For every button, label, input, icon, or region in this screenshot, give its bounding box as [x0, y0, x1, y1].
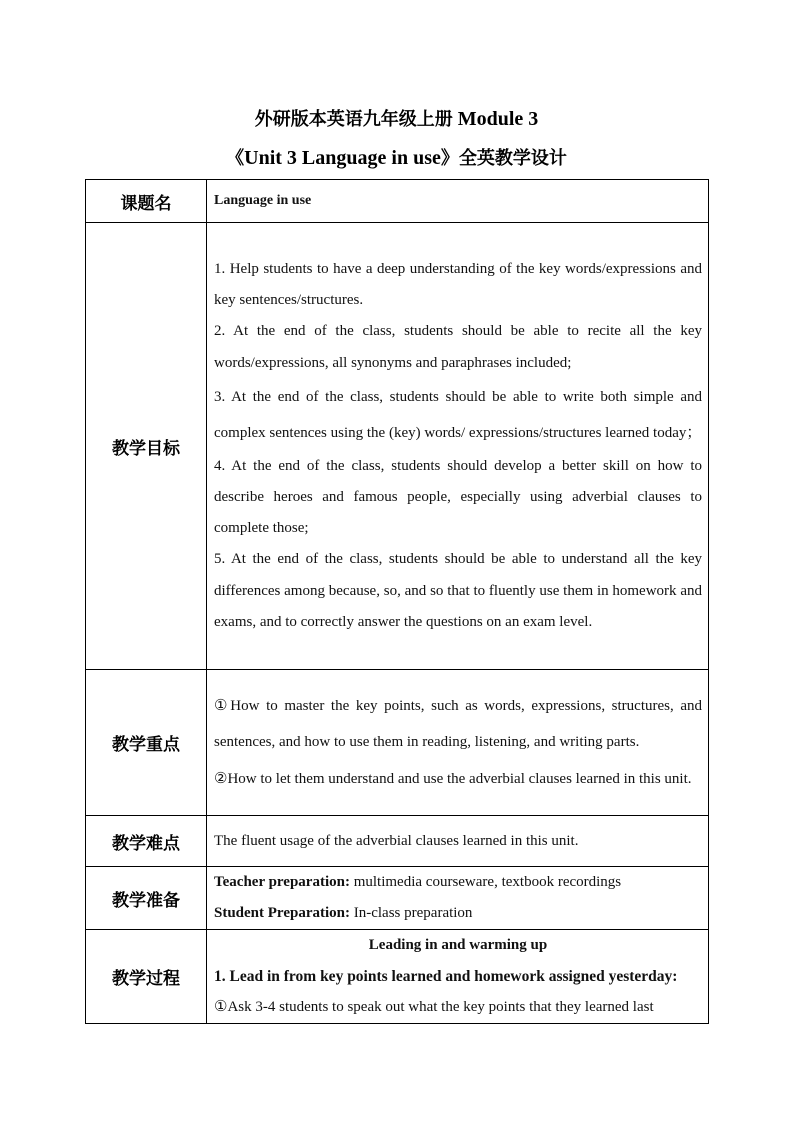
table-row-key-points [86, 670, 709, 816]
table-row-goals [86, 223, 709, 670]
table-row-difficulties [86, 816, 709, 867]
student-preparation-value: In-class preparation [349, 905, 473, 921]
key-points-content [207, 670, 709, 816]
process-step1: 1. Lead in from key points learned and homework assigned yesterday: [214, 968, 678, 985]
teacher-preparation-value: multimedia courseware, textbook recordings [349, 874, 622, 890]
teacher-preparation [214, 867, 702, 898]
table-row-preparation [86, 867, 709, 930]
goals-label: 教学目标 [86, 223, 207, 670]
key-point-item: ②How to let them understand and use the adverbial clauses learned in this unit. [214, 770, 692, 787]
title-line2-open-bracket: 《 [226, 148, 245, 169]
teacher-preparation-label: Teacher preparation: [214, 874, 350, 890]
key-points-label: 教学重点 [86, 670, 207, 816]
goals-content [207, 223, 709, 670]
goal-item: 4. At the end of the class, students should develop a better skill on how to describe heroes and famous people, especially using adverbial clauses to complete those; [214, 457, 702, 537]
preparation-label: 教学准备 [86, 867, 207, 930]
student-preparation [214, 898, 702, 929]
title-line1-module-text: Module 3 [457, 108, 539, 130]
process-label: 教学过程 [86, 930, 207, 1024]
goal-item: 5. At the end of the class, students should be able to understand all the key differences among because, so, and so that to fluently use them in homework and exams, and to correctly answer the questions on an exam level. [214, 551, 702, 630]
table-row-topic [86, 180, 709, 223]
difficulties-value: The fluent usage of the adverbial clauses learned in this unit. [207, 816, 709, 867]
difficulties-label: 教学难点 [86, 816, 207, 867]
document-title-line1 [0, 104, 793, 135]
goal-item: 1. Help students to have a deep understanding of the key words/expressions and key sentences/structures. [214, 260, 702, 309]
goal-item: 2. At the end of the class, students should be able to recite all the key words/expressions, all synonyms and paraphrases included; [214, 323, 702, 371]
key-point-item: ①How to master the key points, such as words, expressions, structures, and sentences, and how to use them in reading, listening, and writing parts. [214, 697, 702, 751]
lesson-plan-table [85, 179, 709, 1024]
student-preparation-label: Student Preparation: [214, 905, 350, 921]
document-title-line2 [0, 143, 793, 174]
topic-value: Language in use [207, 180, 709, 223]
process-content [207, 930, 709, 1024]
topic-label: 课题名 [86, 180, 207, 223]
process-step1-item: ①Ask 3-4 students to speak out what the key points that they learned last [214, 999, 654, 1015]
table-row-process [86, 930, 709, 1024]
title-line1-chinese: 外研版本英语九年级上册 [254, 109, 453, 130]
preparation-content [207, 867, 709, 930]
process-heading: Leading in and warming up [368, 937, 548, 953]
goal-item: 3. At the end of the class, students should be able to write both simple and complex sentences using the (key) words/ expressions/structures learned today； [214, 388, 702, 441]
title-line2-close: 》全英教学设计 [440, 148, 567, 169]
title-line1-module [453, 108, 539, 130]
title-line2-unit: Unit 3 Language in use [244, 147, 441, 169]
